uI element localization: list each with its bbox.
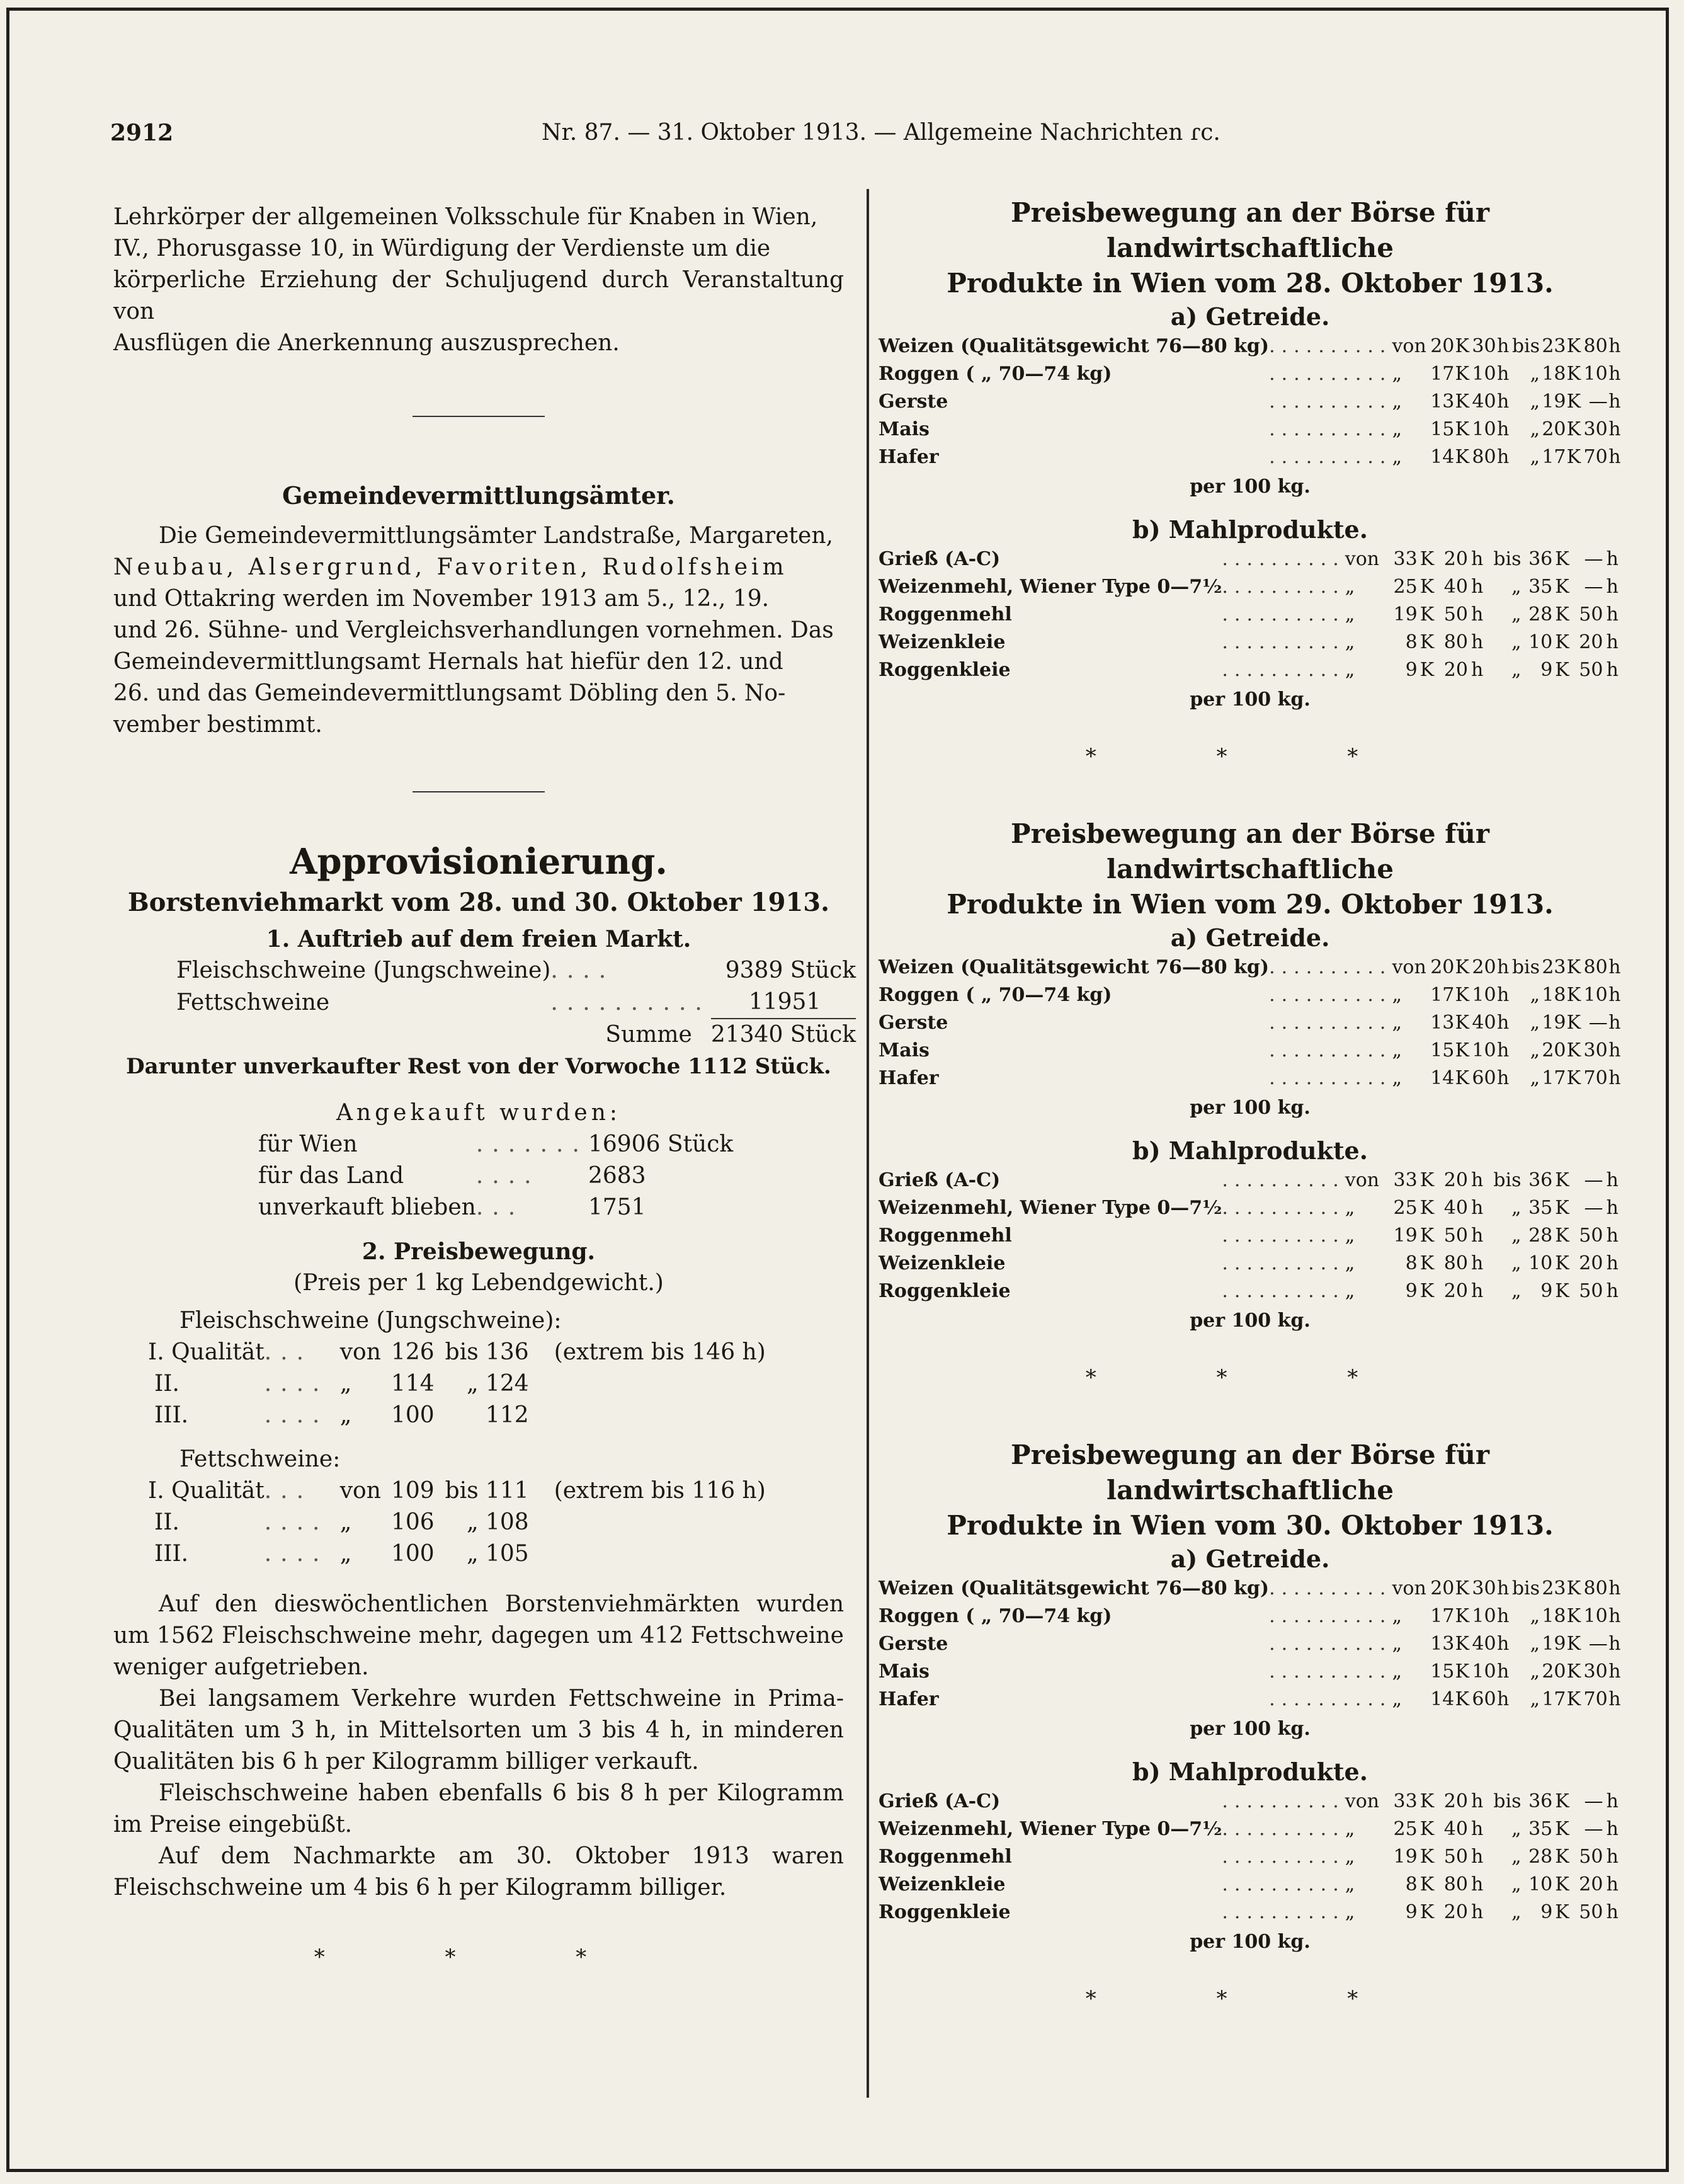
- price-row: Mais .......... „ 15 K 10 h „ 20 K 30 h: [879, 1037, 1622, 1065]
- row-value: 2683: [588, 1163, 646, 1189]
- product-name: Gerste: [879, 391, 948, 413]
- price-block: [879, 195, 1622, 816]
- price-row: Weizenmehl, Wiener Type 0—7½ .......... „ 25 K 40 h „ 35 K — h: [879, 1194, 1622, 1222]
- table-row: III. .... „ 100 112: [154, 1402, 529, 1428]
- getreide-label: a) Getreide.: [1170, 302, 1330, 331]
- product-name: Hafer: [879, 1688, 939, 1710]
- product-name: Weizen (Qualitätsgewicht 76—80 kg): [879, 956, 1270, 978]
- price-row: Mais .......... „ 15 K 10 h „ 20 K 30 h: [879, 1658, 1622, 1686]
- block-title: Produkte in Wien vom 29. Oktober 1913.: [947, 889, 1554, 920]
- block-title: Produkte in Wien vom 28. Oktober 1913.: [947, 268, 1554, 299]
- product-name: Mais: [879, 1661, 930, 1683]
- row-label: für das Land: [258, 1163, 404, 1189]
- fleisch-label: Fleischschweine (Jungschweine):: [179, 1308, 562, 1334]
- angekauft-title: Angekauft wurden:: [336, 1100, 622, 1126]
- row-label: Fettschweine: [176, 989, 330, 1015]
- product-name: Grieß (A-C): [879, 548, 1001, 570]
- price-row: Roggenkleie .......... „ 9 K 20 h „ 9 K 50 h: [879, 1899, 1622, 1926]
- price-row: Roggen ( „ 70—74 kg) .......... „ 17 K 10 h „ 18 K 10 h: [879, 360, 1622, 388]
- product-name: Weizenkleie: [879, 631, 1006, 653]
- left-column: [113, 202, 856, 1973]
- running-title: Nr. 87. — 31. Oktober 1913. — Allgemeine Nachrichten ɾc.: [542, 120, 1220, 146]
- preis-title: 2. Preisbewegung.: [361, 1238, 596, 1265]
- price-row: Roggenmehl .......... „ 19 K 50 h „ 28 K 50 h: [879, 1843, 1622, 1871]
- section-stars: * * *: [1085, 1365, 1415, 1390]
- text-line: körperliche Erziehung der Schuljugend durch Veranstaltung von: [113, 267, 844, 324]
- mahl-label: b) Mahlprodukte.: [1132, 1758, 1368, 1786]
- price-row: Weizenkleie .......... „ 8 K 80 h „ 10 K 20 h: [879, 1250, 1622, 1278]
- table-row: Fleischschweine (Jungschweine) .... 9389 Stück: [176, 955, 856, 986]
- angekauft-table: [258, 1129, 733, 1223]
- product-name: Grieß (A-C): [879, 1169, 1001, 1191]
- product-name: Roggenmehl: [879, 1225, 1012, 1247]
- text-line: Lehrkörper der allgemeinen Volksschule für Knaben in Wien,: [113, 204, 818, 230]
- page-number: 2912: [110, 120, 174, 146]
- block-title: Preisbewegung an der Börse für landwirtschaftliche: [1011, 818, 1489, 884]
- right-column: [879, 195, 1622, 2059]
- intro-paragraph: [113, 202, 844, 359]
- price-row: Grieß (A-C) .......... von 33 K 20 h bis 36 K — h: [879, 1788, 1622, 1815]
- closing-paragraph: Auf den dieswöchentlichen Borstenviehmärkten wurden um 1562 Fleischschweine mehr, dagegen um 412 Fettschweine weniger aufgetrieben.: [113, 1591, 844, 1680]
- text-line: vember bestimmt.: [113, 712, 322, 738]
- getreide-label: a) Getreide.: [1170, 923, 1330, 952]
- product-name: Roggenkleie: [879, 1901, 1011, 1923]
- price-row: Roggen ( „ 70—74 kg) .......... „ 17 K 10 h „ 18 K 10 h: [879, 1603, 1622, 1630]
- section-title: Gemeindevermittlungsämter.: [282, 481, 675, 510]
- row-value: 9389 Stück: [725, 958, 856, 983]
- price-row: Weizenmehl, Wiener Type 0—7½ .......... „ 25 K 40 h „ 35 K — h: [879, 573, 1622, 601]
- mahl-table: [879, 546, 1622, 684]
- fett-label: Fettschweine:: [179, 1446, 341, 1472]
- price-row: Hafer .......... „ 14 K 60 h „ 17 K 70 h: [879, 1065, 1622, 1092]
- table-row: II. .... „ 114 „ 124: [154, 1371, 529, 1397]
- product-name: Weizenmehl, Wiener Type 0—7½: [879, 1197, 1222, 1219]
- unit-line: per 100 kg.: [1190, 1310, 1311, 1332]
- closing-paragraph: Bei langsamem Verkehre wurden Fettschweine in Prima-Qualitäten um 3 h, in Mittelsorten um 3 bis 4 h, in minderen Qualitäten bis 6 h per Kilogramm billiger verkauft.: [113, 1686, 844, 1775]
- product-name: Weizenmehl, Wiener Type 0—7½: [879, 1818, 1222, 1840]
- table-row: I. Qualität ... von 109 bis 111 (extrem bis 116 h): [148, 1478, 766, 1504]
- price-row: Weizenmehl, Wiener Type 0—7½ .......... „ 25 K 40 h „ 35 K — h: [879, 1815, 1622, 1843]
- product-name: Roggenmehl: [879, 603, 1012, 626]
- row-value: 1751: [588, 1194, 646, 1220]
- fett-price-table: [148, 1475, 841, 1570]
- price-row: Weizenkleie .......... „ 8 K 80 h „ 10 K 20 h: [879, 629, 1622, 656]
- product-name: Roggen ( „ 70—74 kg): [879, 984, 1112, 1006]
- price-row: Weizen (Qualitätsgewicht 76—80 kg) .......... von 20 K 20 h bis 23 K 80 h: [879, 954, 1622, 981]
- product-name: Weizenkleie: [879, 1873, 1006, 1895]
- section-stars: * * *: [1085, 1986, 1415, 2011]
- table-row: [176, 1019, 856, 1051]
- table-row: für das Land .... 2683: [258, 1160, 733, 1192]
- price-row: Gerste .......... „ 13 K 40 h „ 19 K — h: [879, 1009, 1622, 1037]
- product-name: Roggenmehl: [879, 1846, 1012, 1868]
- getreide-table: [879, 333, 1622, 471]
- rest-line: Darunter unverkaufter Rest von der Vorwoche 1112 Stück.: [126, 1054, 831, 1079]
- product-name: Grieß (A-C): [879, 1790, 1001, 1812]
- getreide-label: a) Getreide.: [1170, 1545, 1330, 1573]
- price-row: Grieß (A-C) .......... von 33 K 20 h bis 36 K — h: [879, 1167, 1622, 1194]
- product-name: Gerste: [879, 1012, 948, 1034]
- price-row: Mais .......... „ 15 K 10 h „ 20 K 30 h: [879, 416, 1622, 443]
- table-row: Fettschweine .......... 11951: [176, 986, 856, 1019]
- price-row: Grieß (A-C) .......... von 33 K 20 h bis 36 K — h: [879, 546, 1622, 573]
- text-line: Ausflügen die Anerkennung auszusprechen.: [113, 330, 620, 356]
- product-name: Hafer: [879, 1067, 939, 1089]
- price-row: Gerste .......... „ 13 K 40 h „ 19 K — h: [879, 388, 1622, 416]
- text-line: IV., Phorusgasse 10, in Würdigung der Verdienste um die: [113, 236, 771, 261]
- product-name: Weizenkleie: [879, 1252, 1006, 1274]
- product-name: Hafer: [879, 446, 939, 468]
- text-line: Neubau, Alsergrund, Favoriten, Rudolfsheim: [113, 554, 788, 580]
- text-line: 26. und das Gemeindevermittlungsamt Döbling den 5. No-: [113, 680, 786, 706]
- page-header: [110, 120, 1609, 157]
- price-block: [879, 1438, 1622, 2059]
- row-value: 11951: [711, 986, 856, 1019]
- text-line: Die Gemeindevermittlungsämter Landstraße, Margareten,: [159, 523, 833, 549]
- price-row: Roggenkleie .......... „ 9 K 20 h „ 9 K 50 h: [879, 1278, 1622, 1305]
- text-line: Gemeindevermittlungsamt Hernals hat hiefür den 12. und: [113, 649, 783, 675]
- section-stars: * * *: [1085, 744, 1415, 769]
- product-name: Gerste: [879, 1633, 948, 1655]
- price-row: Hafer .......... „ 14 K 60 h „ 17 K 70 h: [879, 1686, 1622, 1713]
- product-name: Weizen (Qualitätsgewicht 76—80 kg): [879, 1577, 1270, 1599]
- unit-line: per 100 kg.: [1190, 1931, 1311, 1953]
- price-row: Weizenkleie .......... „ 8 K 80 h „ 10 K 20 h: [879, 1871, 1622, 1899]
- fleisch-price-table: [148, 1337, 841, 1431]
- price-row: Roggen ( „ 70—74 kg) .......... „ 17 K 10 h „ 18 K 10 h: [879, 981, 1622, 1009]
- text-line: und Ottakring werden im November 1913 am 5., 12., 19.: [113, 586, 770, 612]
- price-row: Weizen (Qualitätsgewicht 76—80 kg) .......... von 20 K 30 h bis 23 K 80 h: [879, 333, 1622, 360]
- price-block: [879, 816, 1622, 1438]
- section-stars: * * *: [314, 1945, 644, 1970]
- gemeinde-paragraph: [113, 520, 844, 741]
- table-row: II. .... „ 106 „ 108: [154, 1509, 529, 1535]
- market-title: Borstenviehmarkt vom 28. und 30. Oktober 1913.: [127, 888, 830, 917]
- auftrieb-table: [176, 955, 856, 1051]
- closing-paragraph: Fleischschweine haben ebenfalls 6 bis 8 h per Kilogramm im Preise eingebüßt.: [113, 1780, 844, 1838]
- price-row: Roggenkleie .......... „ 9 K 20 h „ 9 K 50 h: [879, 656, 1622, 684]
- sum-label: Summe: [605, 1021, 692, 1048]
- row-label: Fleischschweine (Jungschweine): [176, 958, 551, 983]
- product-name: Roggenkleie: [879, 1280, 1011, 1302]
- unit-line: per 100 kg.: [1190, 1718, 1311, 1740]
- sum-value: 21340 Stück: [710, 1022, 856, 1048]
- table-row: unverkauft blieben ... 1751: [258, 1192, 733, 1223]
- quality: I. Qualität: [148, 1339, 265, 1365]
- row-label: unverkauft blieben: [258, 1194, 476, 1220]
- row-label: für Wien: [258, 1131, 358, 1157]
- price-row: Gerste .......... „ 13 K 40 h „ 19 K — h: [879, 1630, 1622, 1658]
- product-name: Mais: [879, 418, 930, 440]
- mahl-label: b) Mahlprodukte.: [1132, 1136, 1368, 1165]
- product-name: Roggen ( „ 70—74 kg): [879, 1605, 1112, 1627]
- getreide-table: [879, 1575, 1622, 1713]
- mahl-table: [879, 1788, 1622, 1926]
- approvisionierung-title: Approvisionierung.: [290, 841, 668, 883]
- text-line: und 26. Sühne- und Vergleichsverhandlungen vornehmen. Das: [113, 617, 834, 643]
- block-title: Preisbewegung an der Börse für landwirtschaftliche: [1011, 197, 1489, 263]
- price-row: Weizen (Qualitätsgewicht 76—80 kg) .......... von 20 K 30 h bis 23 K 80 h: [879, 1575, 1622, 1603]
- unit-line: per 100 kg.: [1190, 1097, 1311, 1119]
- mahl-label: b) Mahlprodukte.: [1132, 515, 1368, 544]
- preis-subtitle: (Preis per 1 kg Lebendgewicht.): [293, 1270, 664, 1296]
- product-name: Weizen (Qualitätsgewicht 76—80 kg): [879, 335, 1270, 357]
- product-name: Weizenmehl, Wiener Type 0—7½: [879, 576, 1222, 598]
- row-value: 16906 Stück: [588, 1131, 734, 1157]
- auftrieb-title: 1. Auftrieb auf dem freien Markt.: [266, 926, 691, 952]
- block-title: Preisbewegung an der Börse für landwirtschaftliche: [1011, 1439, 1489, 1506]
- price-row: Roggenmehl .......... „ 19 K 50 h „ 28 K 50 h: [879, 1222, 1622, 1250]
- column-divider: [867, 189, 869, 2098]
- table-row: I. Qualität ... von 126 bis 136 (extrem bis 146 h): [148, 1337, 841, 1368]
- price-row: Hafer .......... „ 14 K 80 h „ 17 K 70 h: [879, 443, 1622, 471]
- unit-line: per 100 kg.: [1190, 689, 1311, 711]
- product-name: Roggen ( „ 70—74 kg): [879, 363, 1112, 385]
- table-row: für Wien ....... 16906 Stück: [258, 1129, 733, 1160]
- block-title: Produkte in Wien vom 30. Oktober 1913.: [947, 1510, 1554, 1541]
- mahl-table: [879, 1167, 1622, 1305]
- table-row: III. .... „ 100 „ 105: [154, 1541, 529, 1567]
- product-name: Roggenkleie: [879, 659, 1011, 681]
- closing-paragraph: Auf dem Nachmarkte am 30. Oktober 1913 waren Fleischschweine um 4 bis 6 h per Kilogramm billiger.: [113, 1843, 844, 1901]
- product-name: Mais: [879, 1039, 930, 1061]
- price-row: Roggenmehl .......... „ 19 K 50 h „ 28 K 50 h: [879, 601, 1622, 629]
- getreide-table: [879, 954, 1622, 1092]
- unit-line: per 100 kg.: [1190, 476, 1311, 498]
